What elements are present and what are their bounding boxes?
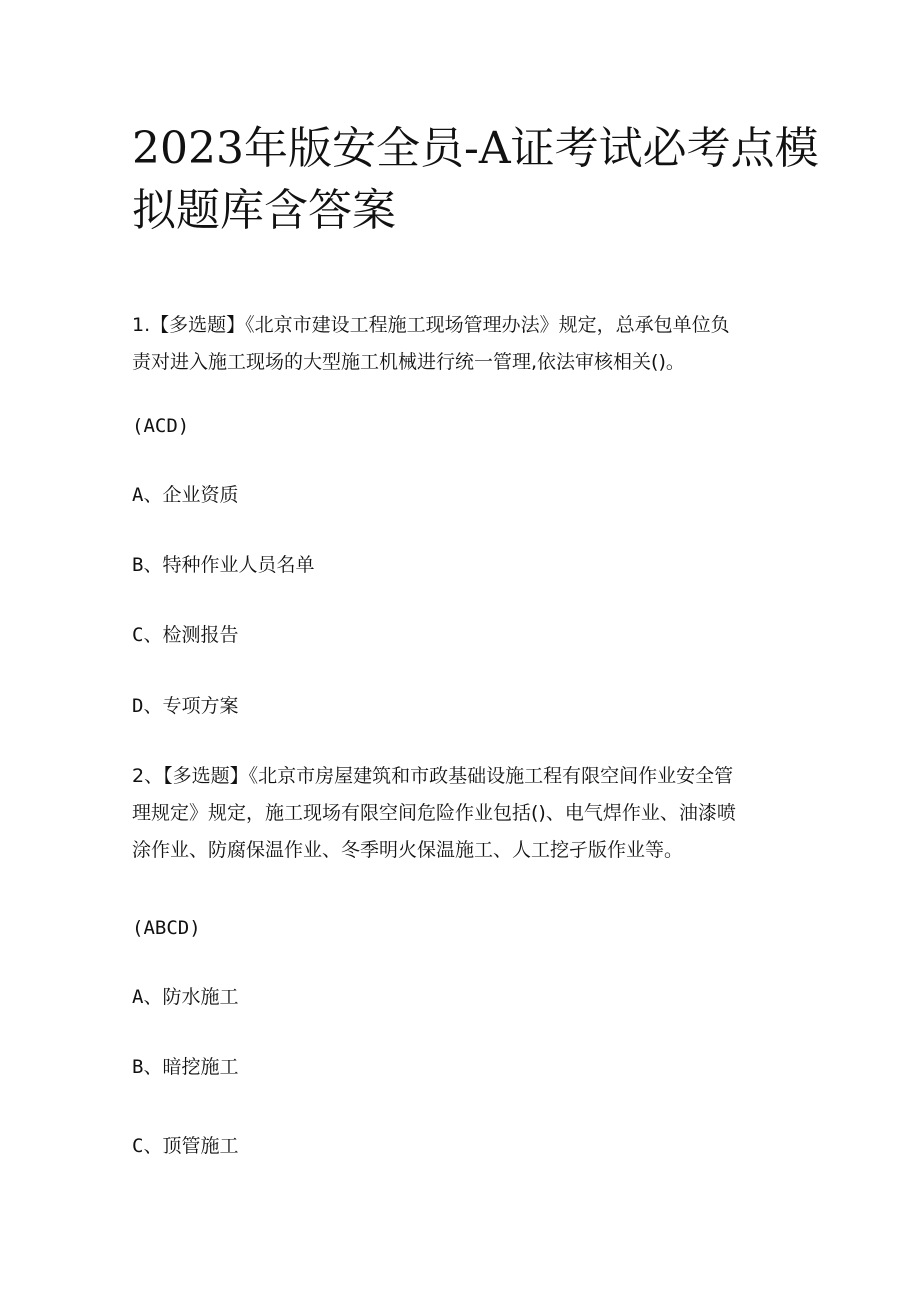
option-text: 暗挖施工 xyxy=(162,1056,239,1078)
title-line-1: 2023年版安全员-A证考试必考点模 xyxy=(132,123,819,174)
question-2-line-1: 2、【多选题】《北京市房屋建筑和市政基础设施工程有限空间作业安全管 xyxy=(132,765,734,787)
option-key: A xyxy=(132,986,144,1008)
option-text: 特种作业人员名单 xyxy=(162,554,315,576)
option-text: 专项方案 xyxy=(162,695,239,717)
option-text: 顶管施工 xyxy=(162,1135,239,1157)
option-separator: 、 xyxy=(143,484,163,506)
question-2-option-a xyxy=(132,983,792,1011)
option-separator: 、 xyxy=(143,624,163,646)
option-key: B xyxy=(132,1056,144,1078)
question-1-option-a xyxy=(132,481,792,509)
question-2-line-2: 理规定》规定，施工现场有限空间危险作业包括()、电气焊作业、油漆喷 xyxy=(132,802,736,824)
document-title xyxy=(132,118,819,242)
option-key: C xyxy=(132,624,144,646)
option-separator: 、 xyxy=(143,554,163,576)
option-key: B xyxy=(132,554,144,576)
question-1-text xyxy=(132,307,792,381)
question-1-option-b xyxy=(132,551,792,579)
question-2-option-c xyxy=(132,1132,792,1160)
option-text: 检测报告 xyxy=(162,624,239,646)
option-separator: 、 xyxy=(143,695,163,717)
option-key: D xyxy=(132,695,144,717)
option-separator: 、 xyxy=(143,986,163,1008)
option-text: 防水施工 xyxy=(162,986,239,1008)
title-line-2: 拟题库含答案 xyxy=(132,185,396,236)
question-1-line-1: 1.【多选题】《北京市建设工程施工现场管理办法》规定，总承包单位负 xyxy=(132,314,730,336)
question-2-line-3: 涂作业、防腐保温作业、冬季明火保温施工、人工挖孑版作业等。 xyxy=(132,839,684,861)
option-separator: 、 xyxy=(143,1056,163,1078)
question-1-option-d xyxy=(132,692,792,720)
question-1-answer: (ACD) xyxy=(132,415,190,437)
question-2-option-b xyxy=(132,1053,792,1081)
question-1-line-2: 责对进入施工现场的大型施工机械进行统一管理,依法审核相关()。 xyxy=(132,351,685,373)
question-2-text xyxy=(132,758,792,869)
option-separator: 、 xyxy=(143,1135,163,1157)
option-text: 企业资质 xyxy=(162,484,239,506)
question-1-option-c xyxy=(132,621,792,649)
question-2-answer: (ABCD) xyxy=(132,917,201,939)
option-key: C xyxy=(132,1135,144,1157)
option-key: A xyxy=(132,484,144,506)
